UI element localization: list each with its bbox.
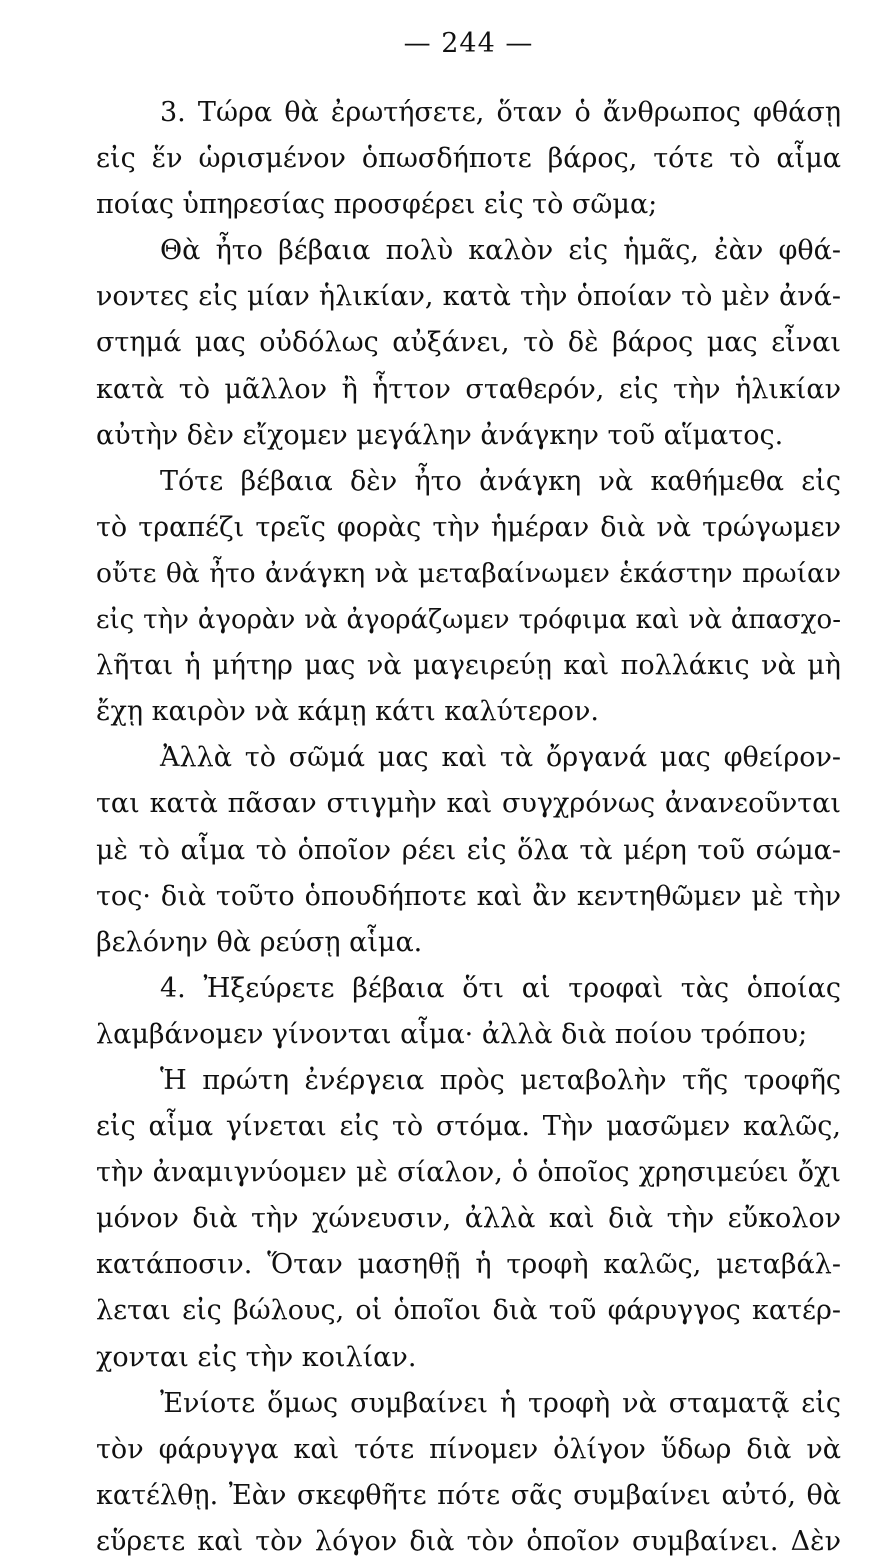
text-line: τος· διὰ τοῦτο ὁπουδήποτε καὶ ἂν κεντηθῶμεν μὲ τὴν: [96, 880, 841, 912]
text-line: Θὰ ἦτο βέβαια πολὺ καλὸν εἰς ἡμᾶς, ἐὰν φθά-: [160, 235, 841, 267]
text-line: Τότε βέβαια δὲν ἦτο ἀνάγκη νὰ καθήμεθα εἰς: [160, 465, 841, 497]
text-line: Ἐνίοτε ὅμως συμβαίνει ἡ τροφὴ νὰ σταματᾷ εἰς: [160, 1387, 841, 1419]
text-line: κατέλθῃ. Ἐὰν σκεφθῆτε πότε σᾶς συμβαίνει αὐτό, θὰ: [96, 1479, 841, 1511]
text-line: μόνον διὰ τὴν χώνευσιν, ἀλλὰ καὶ διὰ τὴν εὔκολον: [96, 1203, 841, 1235]
text-line: Ἡ πρώτη ἐνέργεια πρὸς μεταβολὴν τῆς τροφῆς: [160, 1064, 841, 1096]
text-line: 3. Τώρα θὰ ἐρωτήσετε, ὅταν ὁ ἄνθρωπος φθάσῃ: [160, 97, 841, 128]
text-line: στημά μας οὐδόλως αὐξάνει, τὸ δὲ βάρος μας εἶναι: [96, 327, 841, 359]
text-line: εὕρετε καὶ τὸν λόγον διὰ τὸν ὁποῖον συμβαίνει. Δὲν: [96, 1525, 841, 1557]
text-line: ται κατὰ πᾶσαν στιγμὴν καὶ συγχρόνως ἀνανεοῦνται: [96, 788, 841, 820]
text-line: κατὰ τὸ μᾶλλον ἢ ἧττον σταθερόν, εἰς τὴν ἡλικίαν: [96, 373, 841, 405]
text-line: τὸ τραπέζι τρεῖς φορὰς τὴν ἡμέραν διὰ νὰ τρώγωμεν: [96, 511, 841, 543]
book-page: [96, 24, 841, 1565]
body-text: [96, 90, 841, 1565]
text-line: βελόνην θὰ ρεύσῃ αἷμα.: [96, 926, 423, 958]
text-line: λεται εἰς βώλους, οἱ ὁποῖοι διὰ τοῦ φάρυγγος κατέρ-: [96, 1295, 841, 1327]
text-line: τὸν φάρυγγα καὶ τότε πίνομεν ὀλίγον ὕδωρ διὰ νὰ: [96, 1433, 841, 1465]
page-number: — 244 —: [403, 28, 534, 59]
text-line: νοντες εἰς μίαν ἡλικίαν, κατὰ τὴν ὁποίαν τὸ μὲν ἀνά-: [96, 281, 841, 313]
text-line: οὔτε θὰ ἦτο ἀνάγκη νὰ μεταβαίνωμεν ἑκάστην πρωίαν: [96, 557, 841, 589]
text-line: λῆται ἡ μήτηρ μας νὰ μαγειρεύῃ καὶ πολλάκις νὰ μὴ: [96, 650, 841, 682]
text-line: κατάποσιν. Ὅταν μασηθῇ ἡ τροφὴ καλῶς, μεταβάλ-: [96, 1249, 841, 1281]
text-line: τὴν ἀναμιγνύομεν μὲ σίαλον, ὁ ὁποῖος χρησιμεύει ὄχι: [96, 1157, 841, 1189]
text-line: ἔχῃ καιρὸν νὰ κάμῃ κάτι καλύτερον.: [96, 696, 599, 728]
text-line: Ἀλλὰ τὸ σῶμά μας καὶ τὰ ὄργανά μας φθείρον-: [160, 742, 841, 774]
text-line: αὐτὴν δὲν εἴχομεν μεγάλην ἀνάγκην τοῦ αἵματος.: [96, 419, 784, 451]
text-line: χονται εἰς τὴν κοιλίαν.: [96, 1341, 417, 1373]
text-line: 4. Ἠξεύρετε βέβαια ὅτι αἱ τροφαὶ τὰς ὁποίας: [160, 972, 841, 1004]
text-line: εἰς αἷμα γίνεται εἰς τὸ στόμα. Τὴν μασῶμεν καλῶς,: [96, 1111, 841, 1143]
text-line: εἰς τὴν ἀγορὰν νὰ ἀγοράζωμεν τρόφιμα καὶ νὰ ἀπασχο-: [96, 605, 841, 636]
text-line: λαμβάνομεν γίνονται αἷμα· ἀλλὰ διὰ ποίου τρόπου;: [96, 1018, 808, 1050]
text-line: μὲ τὸ αἷμα τὸ ὁποῖον ρέει εἰς ὅλα τὰ μέρη τοῦ σώμα-: [96, 834, 841, 866]
text-line: εἰς ἕν ὡρισμένον ὁπωσδήποτε βάρος, τότε τὸ αἷμα: [96, 143, 841, 175]
text-line: ποίας ὑπηρεσίας προσφέρει εἰς τὸ σῶμα;: [96, 189, 658, 221]
